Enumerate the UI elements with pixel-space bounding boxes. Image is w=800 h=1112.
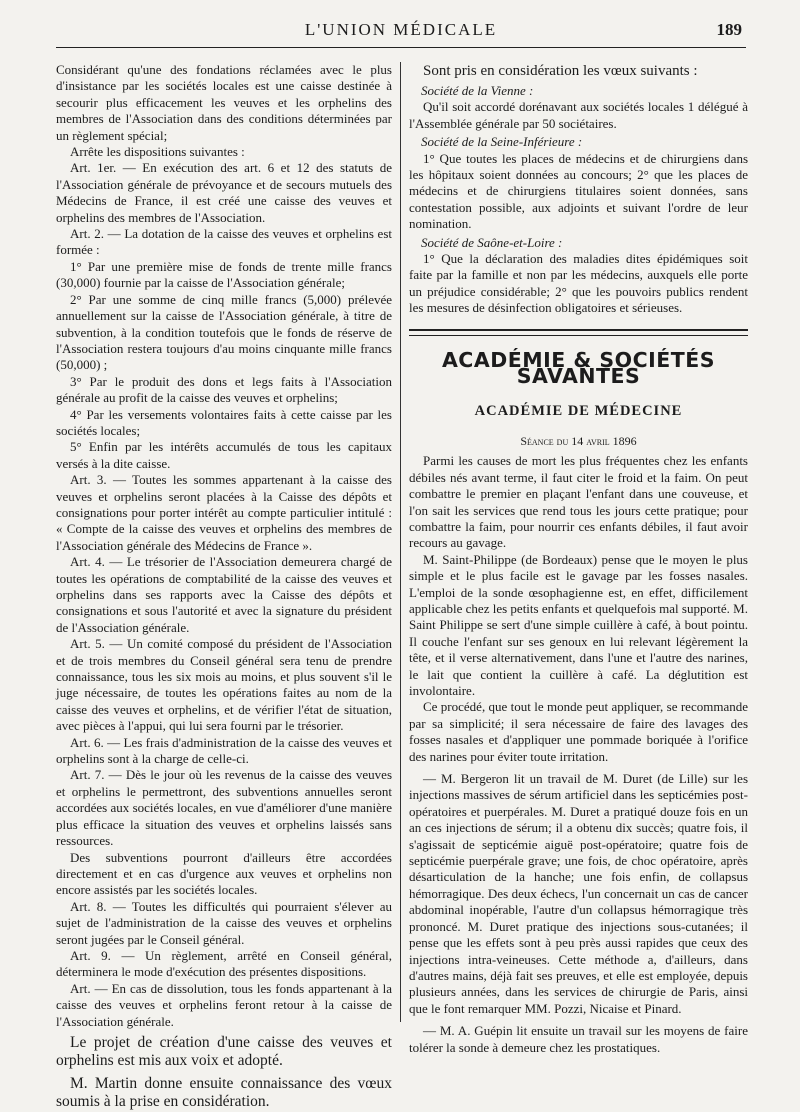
journal-title: L'UNION MÉDICALE xyxy=(304,20,498,39)
paragraph: 4° Par les versements volontaires faits à cette caisse par les sociétés locales; xyxy=(56,406,392,438)
paragraph: Art. 3. — Toutes les sommes appartenant à la caisse des veuves et orphelins seront placées à la Caisse des dépôts et consignations pour porter intérêt au compte particulier intitulé : « Compte de la caisse des veuves et orphelins des membres de l'Association générale des Médecins de France ». xyxy=(56,472,392,553)
column-divider xyxy=(400,62,401,1022)
paragraph: 1° Par une première mise de fonds de trente mille francs (30,000) fournie par la caisse de l'Association générale; xyxy=(56,258,392,291)
paragraph: Qu'il soit accordé dorénavant aux sociétés locales 1 délégué à l'Assemblée générale par 50 sociétaires. xyxy=(409,99,748,131)
page-number: 189 xyxy=(716,20,742,39)
society-heading: Société de la Vienne : xyxy=(421,83,534,98)
paragraph: Art. — En cas de dissolution, tous les fonds appartenant à la caisse des veuves et orphelins feront retour à la caisse de l'Association générale. xyxy=(56,980,392,1029)
section-rule xyxy=(409,329,748,336)
paragraph: Art. 8. — Toutes les difficultés qui pourraient s'élever au sujet de l'administration de la caisse des veuves et orphelins seront jugées par le Conseil général. xyxy=(56,898,392,947)
header-rule xyxy=(56,47,746,48)
paragraph: Arrête les dispositions suivantes : xyxy=(70,144,245,160)
paragraph: 1° Que la déclaration des maladies dites épidémiques soit faite par la famille et non par les médecins, auxquels elle porte un préjudice considérable; 2° que les pouvoirs publics rendent les mesures de désinfection obligatoires et sérieuses. xyxy=(409,251,748,316)
vows-lead: Sont pris en considération les vœux suivants : xyxy=(423,63,698,79)
closing-paragraph: Le projet de création d'une caisse des veuves et orphelins est mis aux voix et adopté. xyxy=(56,1033,392,1070)
paragraph: M. Saint-Philippe (de Bordeaux) pense que le moyen le plus simple et le plus facile est le gavage par les fosses nasales. L'emploi de la sonde œsophagienne est, en effet, difficilement applicable chez les petits enfants et quelquefois mal supporté. M. Saint Philippe se sert d'une simple cuillère à café, à bout pointu. Il couche l'enfant sur ses genoux en lui relevant légèrement la tête, et il verse alternativement, dans l'une et l'autre des narines, le lait que contient la cuillère à café. La déglutition est involontaire. xyxy=(409,551,748,698)
paragraph: Art. 1er. — En exécution des art. 6 et 12 des statuts de l'Association générale de prévoyance et de secours mutuels des Médecins de France, il est créé une caisse des veuves et orphelins des membres de l'Association. xyxy=(56,160,392,225)
closing-paragraph: M. Martin donne ensuite connaissance des vœux soumis à la prise en considération. xyxy=(56,1074,392,1111)
paragraph: 5° Enfin par les intérêts accumulés de tous les capitaux versés à la dite caisse. xyxy=(56,439,392,471)
paragraph: Des subventions pourront d'ailleurs être accordées directement et en cas d'urgence aux veuves et orphelins non encore assistés par les sociétés locales. xyxy=(56,849,392,898)
paragraph: — M. A. Guépin lit ensuite un travail sur les moyens de faire tolérer la sonde à demeure chez les prostatiques. xyxy=(409,1023,748,1055)
paragraph: Art. 2. — La dotation de la caisse des veuves et orphelins est formée : xyxy=(56,226,392,258)
section-title: ACADÉMIE & SOCIÉTÉS SAVANTES xyxy=(441,347,716,389)
paragraph: — M. Bergeron lit un travail de M. Duret (de Lille) sur les injections massives de sérum artificiel dans les septicémies post-opératoires et puerpérales. M. Duret a pratiqué douze fois en un an ces injections de sérum; il a obtenu dix succès; quatre fois, il s'agissait de septicémie aiguë post-opératoire; quatre fois de septicémie puerpérale grave; une fois, de choc opératoire, après désarticulation de la hanche; une fois enfin, de collapsus hémorragique. Des deux échecs, l'un concernait un cas de cancer abdominal inopérable, l'autre d'un collapsus hémorragique très prononcé. M. Duret pratique des injections sous-cutanées; il pense que les effets sont à peu près aussi rapides que ceux des injections intra-veineuses. Cette méthode a, d'ailleurs, dans d'autres mains, déjà fait ses preuves, et elle est employée, depuis plusieurs années, dans les services de chirurgie de Paris, ainsi que le font remarquer MM. Pozzi, Nicaise et Pinard. xyxy=(409,771,748,1016)
page-header xyxy=(56,14,746,44)
society-heading: Société de la Seine-Inférieure : xyxy=(421,134,583,150)
paragraph: Art. 7. — Dès le jour où les revenus de la caisse des veuves et orphelins le permettront, des subventions annuelles seront accordées aux sociétés locales, en vue d'améliorer d'une manière plus efficace la situation des veuves et orphelins laissés sans ressources. xyxy=(56,767,392,849)
paragraph: Art. 4. — Le trésorier de l'Association demeurera chargé de toutes les opérations de comptabilité de la caisse des veuves et orphelins dans ses rapports avec la Caisse des dépôts et consignations et sous l'autorité et avec la signature du président de l'Association générale. xyxy=(56,554,392,635)
paragraph: Art. 6. — Les frais d'administration de la caisse des veuves et orphelins sont à la charge de celle-ci. xyxy=(56,734,392,767)
paragraph: 3° Par le produit des dons et legs faits à l'Association générale au profit de la caisse des veuves et orphelins; xyxy=(56,373,392,406)
paragraph: Ce procédé, que tout le monde peut appliquer, se recommande par sa simplicité; il sera nécessaire de faire des lavages des fosses nasales et d'appliquer une pommade boriquée à l'orifice des narines pour éviter toute irritation. xyxy=(409,699,748,764)
paragraph: Parmi les causes de mort les plus fréquentes chez les enfants débiles nés avant terme, il faut citer le froid et la faim. On peut combattre le premier en plaçant l'enfant dans une couveuse, et l'on sait les services que rend tous les jours cette pratique; pour combattre la faim, pour nourrir ces enfants débiles, il faut avoir recours au gavage. xyxy=(409,453,748,551)
paragraph: Art. 5. — Un comité composé du président de l'Association et de trois membres du Conseil général sera tenu de prendre connaissance, tous les six mois au moins, et plus souvent s'il le juge nécessaire, de toutes les opérations faites au nom de la caisse des veuves et orphelins, et de vérifier l'état de situation, avec pièces à l'appui, qui lui sera fourni par le trésorier. xyxy=(56,636,392,734)
session-date: Séance du 14 avril 1896 xyxy=(520,433,637,448)
paragraph: 1° Que toutes les places de médecins et de chirurgiens dans les hôpitaux soient données au concours; 2° que les places de médecins et de chirurgiens titulaires soient données, sans contestation possible, aux adjoints et suivant l'ordre de leur nomination. xyxy=(409,150,748,232)
subsection-title: ACADÉMIE DE MÉDECINE xyxy=(474,402,683,419)
right-column xyxy=(409,62,748,1056)
paragraph: Art. 9. — Un règlement, arrêté en Conseil général, déterminera le mode d'exécution des présentes dispositions. xyxy=(56,947,392,980)
paragraph: Considérant qu'une des fondations réclamées avec le plus d'insistance par les sociétés locales est une caisse destinée à secourir plus efficacement les veuves et les orphelins des membres de l'Association dans des conditions déterminées par un règlement spécial; xyxy=(56,62,392,143)
society-heading: Société de Saône-et-Loire : xyxy=(421,234,563,250)
paragraph: 2° Par une somme de cinq mille francs (5,000) prélevée annuellement sur la caisse de l'Association générale, à titre de subvention, à la condition toutefois que le fonds de réserve de l'Association restera toujours d'au moins cinquante mille francs (50,000) ; xyxy=(56,291,392,373)
left-column xyxy=(56,62,392,1112)
